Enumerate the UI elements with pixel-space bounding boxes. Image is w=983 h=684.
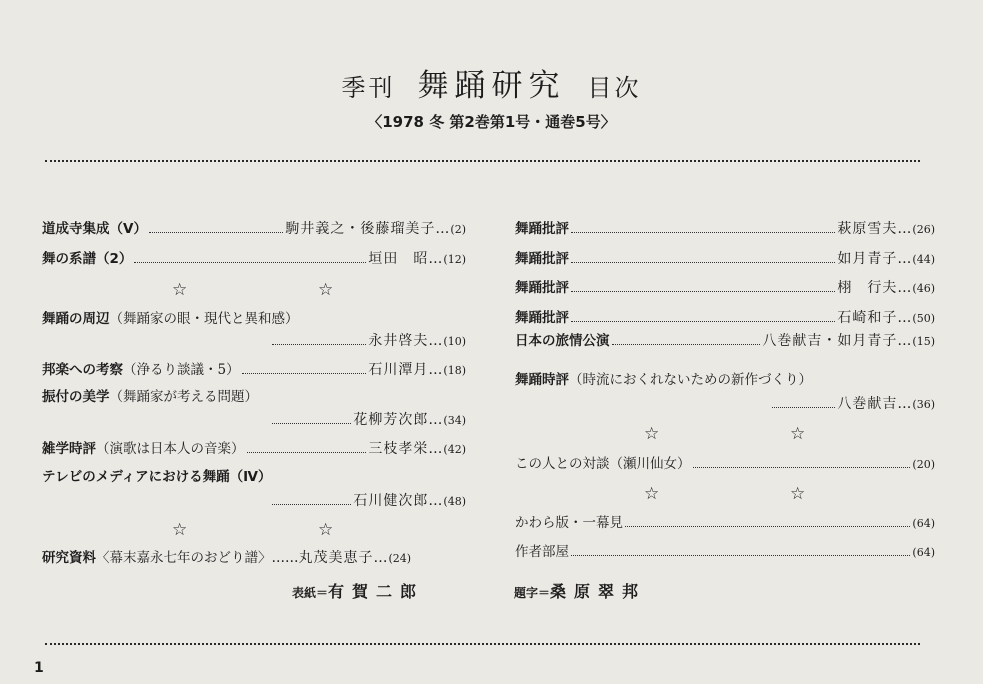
entry-author: 石崎和子… bbox=[837, 310, 913, 326]
toc-entry bbox=[42, 220, 466, 239]
entry-title: 舞踊の周辺 bbox=[42, 311, 110, 327]
title-calligraphy-credit bbox=[514, 579, 646, 602]
toc-entry bbox=[42, 440, 466, 459]
entry-title: 雑学時評 bbox=[42, 441, 96, 457]
toc-entry bbox=[515, 279, 935, 298]
leader-dots bbox=[625, 526, 910, 527]
entry-page: (50) bbox=[912, 312, 935, 325]
entry-page: (10) bbox=[443, 335, 466, 348]
entry-subtitle: （舞踊家が考える問題） bbox=[109, 389, 258, 405]
toc-entry bbox=[515, 514, 935, 533]
title-suffix: 目次 bbox=[587, 74, 642, 102]
toc-entry bbox=[515, 220, 935, 239]
issue-line: 〈1978 冬 第2巻第1号・通巻5号〉 bbox=[367, 113, 616, 131]
entry-author: 八巻献吉・如月青子… bbox=[762, 333, 913, 349]
star-divider: ☆ bbox=[644, 424, 660, 444]
toc-entry-credit bbox=[270, 492, 466, 511]
entry-subtitle: 〈幕末嘉永七年のおどり譜〉…… bbox=[96, 550, 299, 566]
entry-author: 三枝孝栄… bbox=[368, 441, 444, 457]
entry-title: 舞踊時評 bbox=[515, 372, 569, 388]
entry-title: 舞踊批評 bbox=[515, 280, 569, 296]
entry-author: 花柳芳次郎… bbox=[353, 412, 444, 428]
entry-page: (46) bbox=[912, 282, 935, 295]
toc-entry-credit bbox=[270, 411, 466, 430]
leader-dots bbox=[242, 373, 367, 374]
entry-subtitle: （演歌は日本人の音楽） bbox=[96, 441, 245, 457]
leader-dots bbox=[134, 262, 366, 263]
title-name: 舞踊研究 bbox=[417, 68, 566, 104]
entry-title: 作者部屋 bbox=[515, 544, 569, 560]
entry-page: (15) bbox=[912, 335, 935, 348]
entry-author: 丸茂美恵子… bbox=[298, 550, 389, 566]
leader-dots bbox=[571, 555, 910, 556]
leader-dots bbox=[693, 467, 911, 468]
toc-entry-title bbox=[42, 388, 258, 406]
top-dotted-rule bbox=[45, 160, 920, 162]
star-divider: ☆ bbox=[172, 280, 188, 300]
leader-dots bbox=[149, 232, 283, 233]
entry-subtitle: （時流におくれないための新作づくり） bbox=[569, 372, 812, 388]
entry-page: (44) bbox=[912, 253, 935, 266]
entry-page: (18) bbox=[443, 364, 466, 377]
entry-title: この人との対談（瀬川仙女） bbox=[515, 456, 691, 472]
toc-entry bbox=[515, 309, 935, 328]
leader-dots bbox=[272, 504, 351, 505]
entry-title: かわら版・一幕見 bbox=[515, 515, 623, 531]
toc-entry bbox=[42, 361, 466, 380]
cover-credit bbox=[292, 579, 424, 602]
toc-entry bbox=[42, 250, 466, 269]
entry-page: (24) bbox=[388, 552, 412, 565]
entry-title: 舞踊批評 bbox=[515, 310, 569, 326]
leader-dots bbox=[571, 321, 835, 322]
leader-dots bbox=[247, 452, 367, 453]
entry-page: (64) bbox=[912, 517, 935, 530]
title-prefix: 季刊 bbox=[341, 74, 396, 102]
star-divider: ☆ bbox=[790, 484, 806, 504]
entry-title: テレビのメディアにおける舞踊（Ⅳ） bbox=[42, 469, 272, 485]
toc-entry-credit bbox=[270, 332, 466, 351]
entry-page: (26) bbox=[912, 223, 935, 236]
toc-entry-credit bbox=[770, 395, 935, 414]
entry-title: 研究資料 bbox=[42, 550, 96, 566]
leader-dots bbox=[571, 291, 835, 292]
leader-dots bbox=[272, 423, 351, 424]
bottom-dotted-rule bbox=[45, 643, 920, 645]
entry-page: (42) bbox=[443, 443, 466, 456]
toc-entry-title bbox=[42, 310, 299, 328]
entry-author: 駒井義之・後藤瑠美子… bbox=[285, 221, 451, 237]
star-divider: ☆ bbox=[318, 280, 334, 300]
journal-title bbox=[0, 60, 983, 105]
entry-author: 垣田 昭… bbox=[368, 251, 444, 267]
entry-author: 永井啓夫… bbox=[368, 333, 444, 349]
star-divider: ☆ bbox=[790, 424, 806, 444]
entry-author: 萩原雪夫… bbox=[837, 221, 913, 237]
entry-author: 栩 行夫… bbox=[837, 280, 913, 296]
toc-entry bbox=[515, 250, 935, 269]
entry-page: (48) bbox=[443, 495, 466, 508]
toc-entry bbox=[515, 543, 935, 562]
entry-title: 道成寺集成（Ⅴ） bbox=[42, 221, 147, 237]
entry-subtitle: （浄るり談議・5） bbox=[123, 362, 240, 378]
entry-author: 石川健次郎… bbox=[353, 493, 444, 509]
credit-name: 有賀二郎 bbox=[328, 582, 425, 601]
credit-label: 題字＝ bbox=[514, 586, 551, 600]
toc-entry bbox=[515, 332, 935, 351]
entry-page: (2) bbox=[450, 223, 466, 236]
entry-page: (20) bbox=[912, 458, 935, 471]
entry-title: 舞踊批評 bbox=[515, 221, 569, 237]
credit-name: 桑原翠邦 bbox=[550, 582, 647, 601]
entry-title: 日本の旅情公演 bbox=[515, 333, 610, 349]
star-divider: ☆ bbox=[172, 520, 188, 540]
leader-dots bbox=[772, 407, 835, 408]
entry-title: 邦楽への考察 bbox=[42, 362, 123, 378]
entry-author: 八巻献吉… bbox=[837, 396, 913, 412]
entry-page: (34) bbox=[443, 414, 466, 427]
entry-title: 舞の系譜（2） bbox=[42, 251, 133, 267]
toc-entry-title bbox=[42, 468, 271, 486]
credit-label: 表紙＝ bbox=[292, 586, 329, 600]
page-number: 1 bbox=[34, 660, 44, 676]
entry-title: 振付の美学 bbox=[42, 389, 110, 405]
star-divider: ☆ bbox=[318, 520, 334, 540]
leader-dots bbox=[571, 262, 835, 263]
entry-page: (12) bbox=[443, 253, 466, 266]
entry-page: (36) bbox=[912, 398, 935, 411]
entry-author: 石川潭月… bbox=[368, 362, 444, 378]
leader-dots bbox=[272, 344, 366, 345]
leader-dots bbox=[612, 344, 761, 345]
toc-entry-title bbox=[515, 371, 812, 389]
star-divider: ☆ bbox=[644, 484, 660, 504]
entry-title: 舞踊批評 bbox=[515, 251, 569, 267]
entry-subtitle: （舞踊家の眼・現代と異和感） bbox=[109, 311, 299, 327]
entry-page: (64) bbox=[912, 546, 935, 559]
leader-dots bbox=[571, 232, 835, 233]
entry-author: 如月青子… bbox=[837, 251, 913, 267]
toc-entry bbox=[515, 455, 935, 474]
toc-entry bbox=[42, 549, 466, 568]
